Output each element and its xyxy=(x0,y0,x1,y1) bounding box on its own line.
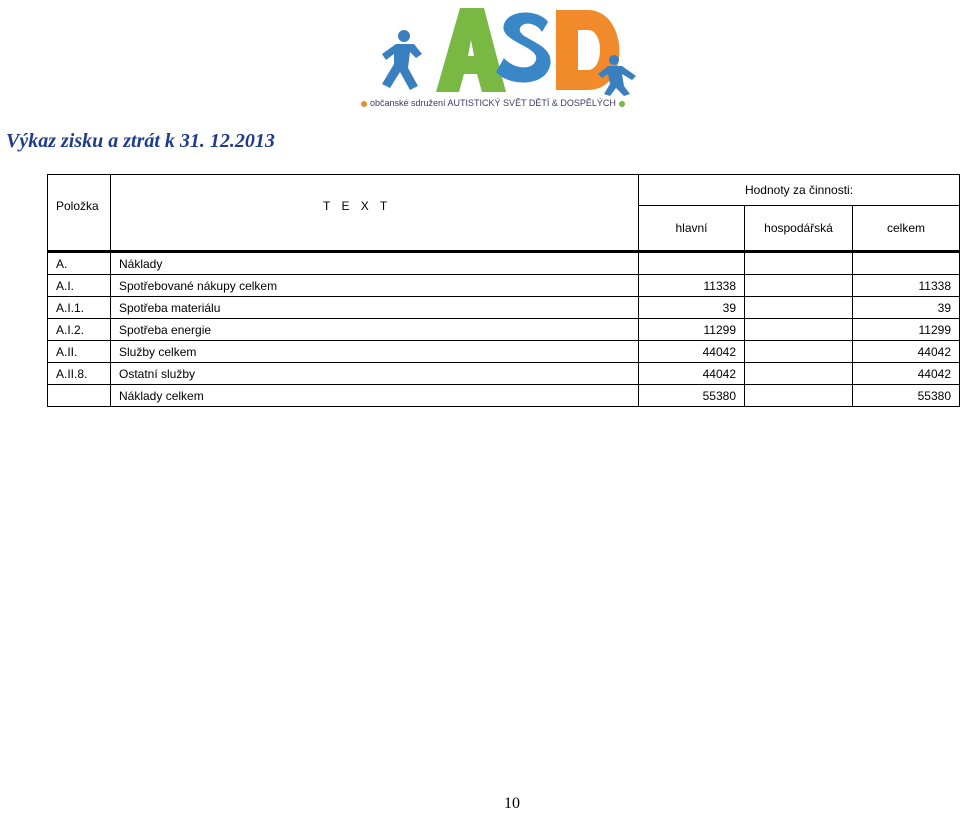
row-text: Spotřeba materiálu xyxy=(111,297,639,319)
table-row xyxy=(48,252,960,275)
letter-s-icon xyxy=(496,13,551,83)
table-row xyxy=(48,363,960,385)
row-code: A.II.8. xyxy=(48,363,111,385)
row-economic xyxy=(745,252,853,275)
header-total: celkem xyxy=(853,206,960,252)
row-text: Spotřeba energie xyxy=(111,319,639,341)
row-total: 39 xyxy=(853,297,960,319)
left-figure-icon xyxy=(382,30,422,90)
row-total: 44042 xyxy=(853,341,960,363)
row-economic xyxy=(745,275,853,297)
header-item: Položka xyxy=(48,175,111,252)
table-row xyxy=(48,275,960,297)
row-economic xyxy=(745,385,853,407)
row-text: Ostatní služby xyxy=(111,363,639,385)
row-total: 11338 xyxy=(853,275,960,297)
row-economic xyxy=(745,363,853,385)
header-main: hlavní xyxy=(639,206,745,252)
page-number: 10 xyxy=(504,795,520,812)
row-main: 11338 xyxy=(639,275,745,297)
row-code: A.I.1. xyxy=(48,297,111,319)
logo-tagline: občanské sdružení AUTISTICKÝ SVĚT DĚTÍ & DOSPĚLÝCH xyxy=(370,98,616,108)
row-main: 44042 xyxy=(639,363,745,385)
row-code: A.I. xyxy=(48,275,111,297)
row-total: 11299 xyxy=(853,319,960,341)
row-text: Náklady xyxy=(111,252,639,275)
header-economic: hospodářská xyxy=(745,206,853,252)
letter-a-icon xyxy=(436,8,506,92)
profit-loss-table xyxy=(47,174,960,407)
row-economic xyxy=(745,341,853,363)
green-dot-icon xyxy=(619,101,625,107)
logo-tagline-row xyxy=(358,98,650,108)
row-economic xyxy=(745,297,853,319)
row-code: A. xyxy=(48,252,111,275)
row-text: Spotřebované nákupy celkem xyxy=(111,275,639,297)
header-text: T E X T xyxy=(111,175,639,252)
row-text: Služby celkem xyxy=(111,341,639,363)
row-economic xyxy=(745,319,853,341)
row-text: Náklady celkem xyxy=(111,385,639,407)
row-main: 44042 xyxy=(639,341,745,363)
orange-dot-icon xyxy=(361,101,367,107)
row-total xyxy=(853,252,960,275)
row-total: 44042 xyxy=(853,363,960,385)
table-row xyxy=(48,297,960,319)
row-main: 11299 xyxy=(639,319,745,341)
table-row xyxy=(48,385,960,407)
page-number-row xyxy=(0,795,960,813)
row-code: A.II. xyxy=(48,341,111,363)
header-values-group: Hodnoty za činnosti: xyxy=(639,175,960,206)
asd-logo-graphic xyxy=(352,2,652,98)
row-code: A.I.2. xyxy=(48,319,111,341)
table-row xyxy=(48,319,960,341)
row-total: 55380 xyxy=(853,385,960,407)
page-title: Výkaz zisku a ztrát k 31. 12.2013 xyxy=(6,130,275,152)
row-code xyxy=(48,385,111,407)
row-main: 39 xyxy=(639,297,745,319)
table-row xyxy=(48,341,960,363)
row-main xyxy=(639,252,745,275)
asd-logo xyxy=(352,2,652,114)
row-main: 55380 xyxy=(639,385,745,407)
